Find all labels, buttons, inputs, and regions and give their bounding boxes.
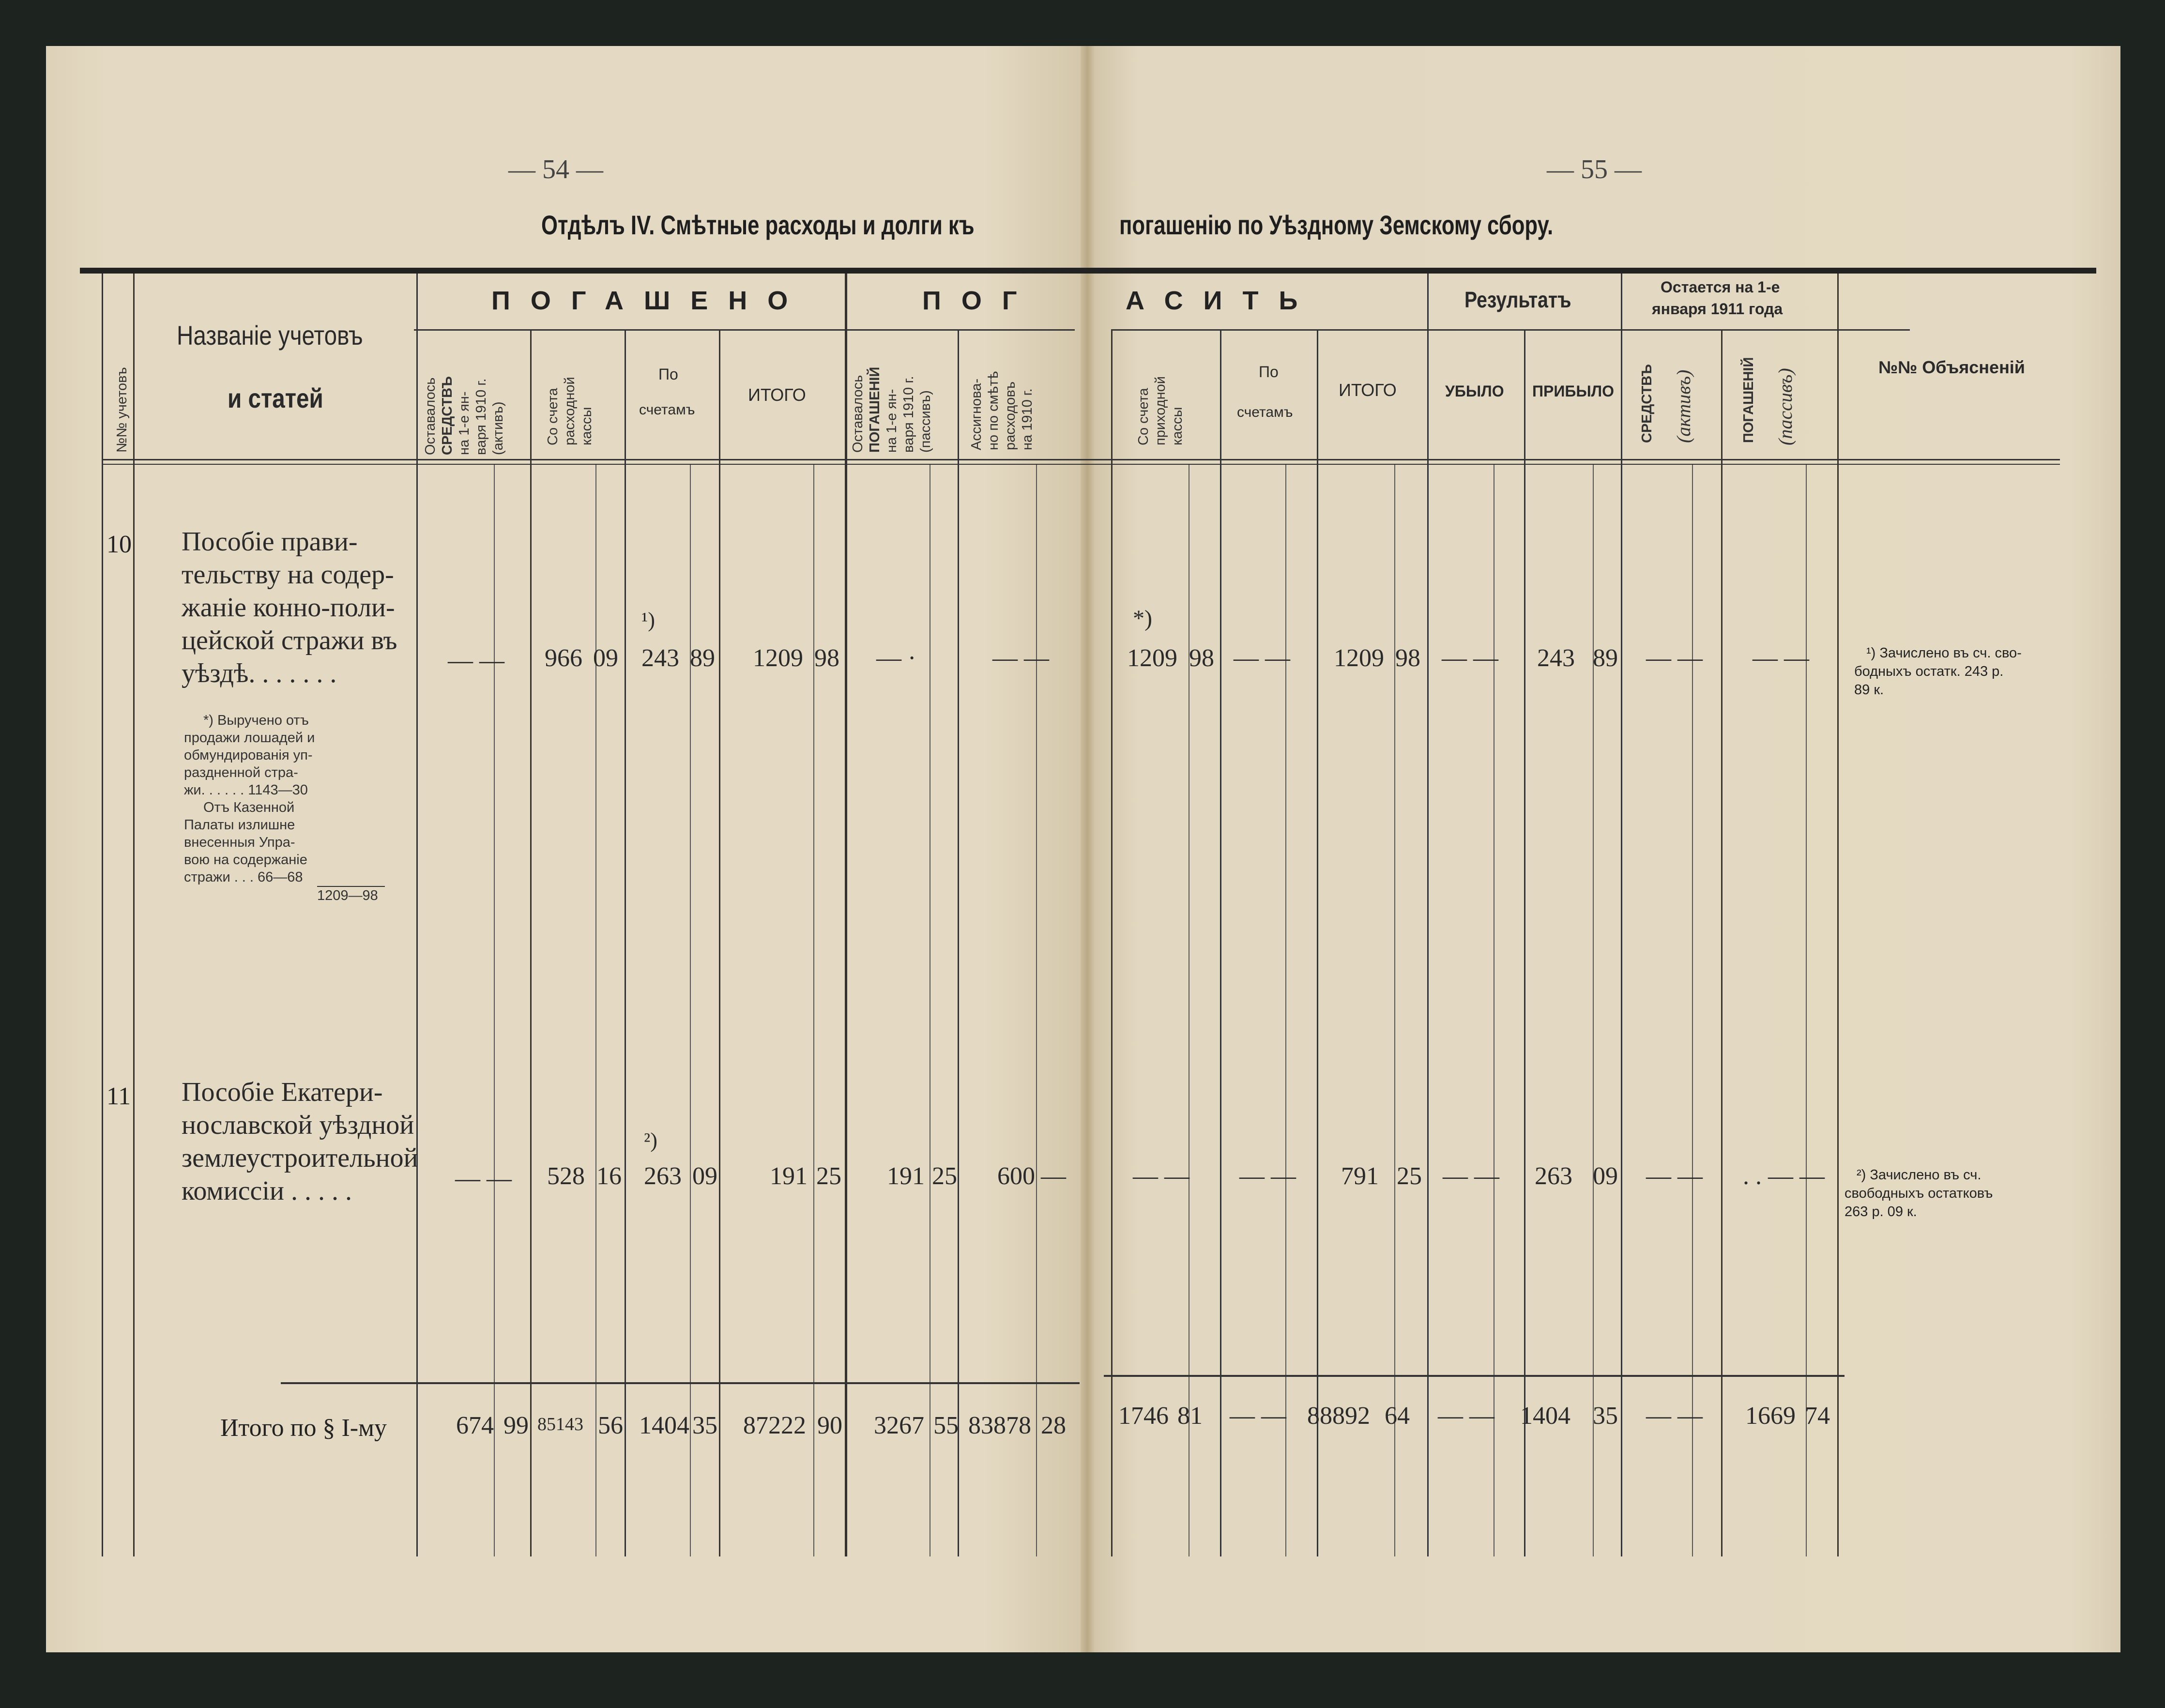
col-line — [719, 329, 720, 1556]
row-11-dashes-h: — — — [1133, 1162, 1189, 1190]
total-so-scheta-rub: 85143 — [537, 1414, 583, 1434]
total-assign-rub: 83878 — [968, 1412, 1031, 1439]
row-11-assign-kop: — — [1041, 1162, 1066, 1190]
header-pogasit-right: АСИТЬ — [1126, 286, 1318, 315]
total-pogash-kop: 74 — [1805, 1402, 1830, 1430]
header-num-col: №№ учетовъ — [114, 367, 130, 453]
total-assign-kop: 28 — [1041, 1412, 1066, 1439]
row-11-po-schetam-rub: 263 — [644, 1162, 682, 1190]
row-11-dashes-f: — — — [1646, 1162, 1703, 1190]
subheader-pribylo: ПРИБЫЛО — [1532, 382, 1615, 400]
subheader-schetam-2: счетамъ — [1237, 404, 1293, 420]
col-line — [102, 274, 103, 1556]
total-pribylo-kop: 35 — [1593, 1402, 1618, 1430]
row-11-num: 11 — [107, 1083, 131, 1110]
row-10-dashes-g: — — — [1753, 644, 1809, 672]
total-prihod-kop: 81 — [1177, 1402, 1203, 1430]
row-10-star-mark: *) — [1133, 606, 1152, 631]
col-line — [958, 329, 959, 1556]
subheader-passiv: (пассивъ) — [1774, 368, 1796, 445]
book-spine — [1081, 46, 1094, 1652]
header-result: Результатъ — [1464, 287, 1571, 312]
header-pogasit-left: ПОГ — [922, 286, 1037, 315]
row-10-prihod-rub: 1209 — [1127, 644, 1177, 672]
header-name-col-2: и статей — [228, 383, 323, 413]
subheader-so-scheta-rashod: Со счета расходной кассы — [545, 377, 595, 445]
header-ostaetsya-2: января 1911 года — [1652, 300, 1783, 318]
header-name-col-1: Названіе учетовъ — [177, 320, 363, 351]
subheader-assignovano: Ассигнова- но по смѣтѣ расходовъ на 1910 г. — [969, 371, 1035, 450]
row-10-pribylo-kop: 89 — [1593, 644, 1618, 672]
subheader-po: По — [658, 366, 678, 383]
pogasit-sub-rule-right — [1111, 329, 1910, 331]
col-line — [133, 274, 135, 1556]
subheader-pogasheniy: ПОГАШЕНІЙ — [1741, 357, 1756, 443]
row-10-dashes-a: — — — [448, 647, 504, 674]
col-line — [1837, 274, 1839, 1556]
row-11-itogo-kop: 25 — [816, 1162, 841, 1190]
row-10-num: 10 — [107, 531, 132, 558]
header-ostaetsya-1: Остается на 1-е — [1661, 278, 1780, 296]
row-10-dashes-d: — — — [1234, 644, 1290, 672]
row-10-so-scheta-rub: 966 — [545, 644, 582, 672]
total-dashes-b: — — — [1438, 1402, 1494, 1430]
total-sredstv-rub: 674 — [456, 1412, 494, 1439]
row-11-dashes-g: . . — — — [1743, 1162, 1825, 1190]
total-prihod-rub: 1746 — [1118, 1402, 1169, 1430]
header-bottom-rule-2 — [102, 464, 2060, 465]
row-10-prihod-kop: 98 — [1189, 644, 1214, 672]
row-10-note: *) Выручено отъ продажи лошадей и обмундированія уп- раздненной стра- жи. . . . . . 1143—30 Отъ Казенной Палаты излишне внесенныя Упра- вою на содержаніе стражи . . . 66—68 1209—98 — [184, 712, 416, 904]
header-pogasheno: ПОГАШЕНО — [491, 286, 808, 315]
totals-rule-left — [281, 1382, 1080, 1384]
subheader-so-scheta-prihod: Со счета приходной кассы — [1136, 376, 1185, 445]
row-11-footnote-mark: ²) — [644, 1128, 657, 1152]
row-11-pribylo-rub: 263 — [1535, 1162, 1572, 1190]
row-11-assign-rub: 600 — [997, 1162, 1035, 1190]
row-10-footnote-mark: ¹) — [641, 608, 655, 632]
col-line — [1721, 329, 1723, 1556]
page-title-right: погашенію по Уѣздному Земскому сбору. — [1119, 210, 1554, 240]
col-line — [625, 329, 626, 1556]
col-line — [530, 329, 532, 1556]
total-ost-pog-rub: 3267 — [874, 1412, 924, 1439]
row-11-so-scheta-kop: 16 — [596, 1162, 622, 1190]
row-11-dashes-a: — — — [455, 1165, 512, 1192]
col-line — [1621, 274, 1622, 1556]
row-11-po-schetam-kop: 09 — [692, 1162, 717, 1190]
total-pribylo-rub: 1404 — [1520, 1402, 1570, 1430]
total-itogo2-kop: 64 — [1385, 1402, 1410, 1430]
total-ost-pog-kop: 55 — [933, 1412, 959, 1439]
row-11-dashes-i: — — — [1239, 1162, 1296, 1190]
subheader-sredstv: СРЕДСТВЪ — [1639, 364, 1655, 443]
total-dashes-c: — — — [1646, 1402, 1703, 1430]
header-obyasneniy: №№ Объясненій — [1878, 357, 2025, 377]
col-line — [416, 274, 418, 1556]
row-11-explanation: ²) Зачислено въ сч. свободныхъ остатковъ 263 р. 09 к. — [1845, 1167, 1993, 1220]
table-top-rule — [80, 268, 2096, 274]
total-po-schetam-kop: 35 — [692, 1412, 717, 1439]
subheader-ostavalos-sredstv: Оставалось СРЕДСТВЪ на 1-е ян- варя 1910 г. (активъ) — [423, 376, 506, 455]
header-bottom-rule — [102, 459, 2060, 460]
col-line — [1220, 329, 1221, 1556]
total-so-scheta-kop: 56 — [598, 1412, 623, 1439]
page-number-right: — 55 — — [1547, 154, 1642, 184]
row-10-dashes-e: — — — [1442, 644, 1498, 672]
page-number-left: — 54 — — [508, 154, 603, 184]
total-itogo2-rub: 88892 — [1307, 1402, 1370, 1430]
total-dashes-a: — — — [1230, 1402, 1286, 1430]
total-po-schetam-rub: 1404 — [639, 1412, 689, 1439]
row-11-ost-pog-kop: 25 — [932, 1162, 957, 1190]
subheader-ubylo: УБЫЛО — [1445, 382, 1504, 400]
row-10-explanation: ¹) Зачислено въ сч. сво- бодныхъ остатк. 243 р. 89 к. — [1854, 645, 2022, 698]
row-10-itogo2-rub: 1209 — [1334, 644, 1384, 672]
col-line — [845, 274, 847, 1556]
row-11-pribylo-kop: 09 — [1593, 1162, 1618, 1190]
row-10-so-scheta-kop: 09 — [593, 644, 618, 672]
total-sredstv-kop: 99 — [503, 1412, 529, 1439]
subheader-schetam: счетамъ — [639, 402, 695, 418]
row-11-itogo2-rub: 791 — [1341, 1162, 1379, 1190]
row-10-dashes-c: — — — [992, 644, 1049, 672]
col-line — [1317, 329, 1318, 1556]
row-10-itogo2-kop: 98 — [1395, 644, 1420, 672]
total-pogash-rub: 1669 — [1745, 1402, 1796, 1430]
row-11-ost-pog-rub: 191 — [887, 1162, 925, 1190]
row-10-po-schetam-kop: 89 — [690, 644, 715, 672]
row-10-pribylo-rub: 243 — [1537, 644, 1575, 672]
row-10-dashes-f: — — — [1646, 644, 1703, 672]
total-itogo-kop: 90 — [817, 1412, 842, 1439]
col-line — [1111, 329, 1113, 1556]
row-11-so-scheta-rub: 528 — [547, 1162, 585, 1190]
subheader-itogo-2: ИТОГО — [1339, 380, 1397, 400]
row-10-itogo-kop: 98 — [814, 644, 839, 672]
row-11-itogo-rub: 191 — [770, 1162, 808, 1190]
row-11-desc: Пособіе Екатери- нославской уѣздной землеустроительной комиссіи . . . . . — [182, 1077, 418, 1206]
col-line — [1427, 274, 1429, 1556]
totals-rule-right — [1104, 1375, 1845, 1377]
row-11-itogo2-kop: 25 — [1397, 1162, 1422, 1190]
page-title-left: Отдѣлъ IV. Смѣтные расходы и долги къ — [541, 210, 975, 240]
subheader-po-2: По — [1259, 363, 1279, 381]
subheader-itogo: ИТОГО — [748, 385, 806, 405]
row-11-dashes-e: — — — [1443, 1162, 1499, 1190]
total-label: Итого по § I-му — [220, 1414, 387, 1442]
row-10-desc: Пособіе прави- тельству на содер- жаніе конно-поли- цейской стражи въ уѣздѣ. . . . . . . — [182, 527, 397, 688]
row-10-dashes-b: — · — [876, 644, 916, 672]
col-line — [1524, 329, 1525, 1556]
subheader-aktiv: (активъ) — [1673, 369, 1694, 443]
row-10-po-schetam-rub: 243 — [641, 644, 679, 672]
row-10-itogo-rub: 1209 — [753, 644, 803, 672]
subheader-ostavalos-pogash: Оставалось ПОГАШЕНІЙ на 1-е ян- варя 1910 г. (пассивъ) — [850, 366, 933, 453]
total-itogo-rub: 87222 — [743, 1412, 806, 1439]
